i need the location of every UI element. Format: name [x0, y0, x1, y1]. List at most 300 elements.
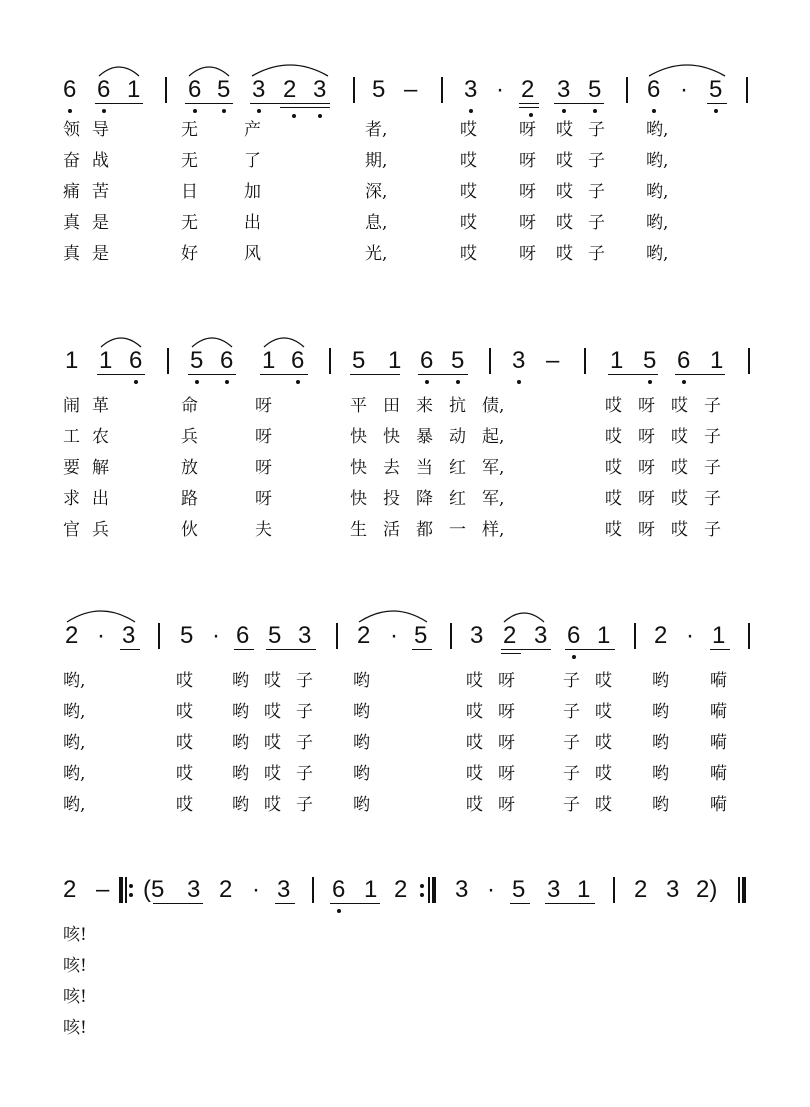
note: 6 — [220, 347, 234, 374]
lyric-char: 子 — [588, 120, 605, 140]
octave-dot — [714, 109, 718, 113]
lyric-char: 哎 — [671, 520, 688, 540]
lyric-char: 子 — [704, 489, 721, 509]
note: 2 — [283, 76, 297, 103]
lyric-row — [0, 182, 810, 204]
score-system-3 — [0, 624, 810, 844]
note: 6 — [647, 76, 661, 103]
lyric-char: 农 — [92, 427, 109, 447]
lyric-char: 命 — [181, 396, 198, 416]
lyric-char: 哟 — [652, 702, 669, 722]
beam-line — [707, 103, 727, 104]
lyric-row — [0, 120, 810, 142]
note: 2 — [219, 876, 233, 903]
octave-dot — [318, 114, 322, 118]
lyric-char: 深, — [365, 182, 388, 202]
octave-dot — [257, 109, 261, 113]
bar-line — [329, 348, 331, 374]
lyric-row — [0, 489, 810, 511]
lyric-char: 哟 — [353, 702, 370, 722]
lyric-char: 投 — [383, 489, 400, 509]
note: 3 — [666, 876, 680, 903]
lyric-char: 子 — [704, 520, 721, 540]
lyric-char: 呀 — [638, 458, 655, 478]
note: · — [680, 76, 688, 103]
notation-line-1 — [0, 78, 810, 118]
lyric-char: 哎 — [176, 795, 193, 815]
beam-line — [501, 653, 521, 654]
lyric-char: 呀 — [638, 427, 655, 447]
lyric-char: 哟 — [232, 671, 249, 691]
bar-line — [584, 348, 586, 374]
lyric-char: 哎 — [460, 120, 477, 140]
lyric-char: 哎 — [460, 151, 477, 171]
lyric-char: 哎 — [671, 396, 688, 416]
note: 2 — [65, 622, 79, 649]
note: 1 — [65, 347, 79, 374]
lyric-char: 嗬 — [710, 764, 727, 784]
lyric-char: 抗 — [449, 396, 466, 416]
beam-line — [185, 103, 233, 104]
bar-line — [336, 623, 338, 649]
lyric-char: 导 — [92, 120, 109, 140]
lyric-char: 无 — [181, 213, 198, 233]
lyric-char: 哎 — [264, 671, 281, 691]
lyric-row — [0, 151, 810, 173]
beam-line — [710, 649, 730, 650]
lyric-char: 哎 — [264, 733, 281, 753]
lyric-char: 子 — [588, 182, 605, 202]
lyric-char: 路 — [181, 489, 198, 509]
note: 5 — [217, 76, 231, 103]
lyric-row — [0, 396, 810, 418]
note: 6 — [567, 622, 581, 649]
lyric-char: 哟, — [63, 671, 86, 691]
beam-line — [153, 903, 203, 904]
lyric-char: 哟 — [353, 764, 370, 784]
note: 2 — [357, 622, 371, 649]
lyric-char: 哎 — [595, 671, 612, 691]
note: · — [252, 876, 260, 903]
lyric-char: 是 — [92, 213, 109, 233]
beam-line — [280, 107, 330, 108]
lyric-char: 哎 — [176, 702, 193, 722]
lyric-char: 嗬 — [710, 795, 727, 815]
beam-line — [412, 649, 432, 650]
lyric-char: 呀 — [498, 795, 515, 815]
lyric-char: 咳! — [63, 956, 87, 976]
lyric-char: 田 — [383, 396, 400, 416]
lyric-char: 呀 — [498, 671, 515, 691]
note: – — [96, 876, 110, 903]
lyric-char: 债, — [482, 396, 505, 416]
lyric-char: 哎 — [176, 733, 193, 753]
beam-line — [675, 374, 725, 375]
lyric-char: 平 — [350, 396, 367, 416]
note: 5 — [512, 876, 526, 903]
lyric-char: 革 — [92, 396, 109, 416]
lyric-char: 哎 — [466, 671, 483, 691]
lyric-char: 官 — [63, 520, 80, 540]
note: 5 — [268, 622, 282, 649]
note: 1 — [610, 347, 624, 374]
lyric-char: 子 — [296, 702, 313, 722]
lyric-char: 哎 — [466, 764, 483, 784]
lyric-char: 子 — [704, 427, 721, 447]
lyric-char: 哟 — [652, 795, 669, 815]
score-system-4 — [0, 878, 810, 1107]
lyric-char: 子 — [563, 702, 580, 722]
lyric-char: 哎 — [460, 244, 477, 264]
lyric-char: 光, — [365, 244, 388, 264]
beam-line — [501, 649, 551, 650]
octave-dot — [517, 380, 521, 384]
note: 2 — [63, 876, 77, 903]
lyric-char: 哎 — [556, 182, 573, 202]
lyric-char: 子 — [296, 795, 313, 815]
lyric-char: 子 — [296, 733, 313, 753]
slur — [188, 331, 236, 351]
lyric-row — [0, 458, 810, 480]
bar-line — [158, 623, 160, 649]
lyric-char: 咳! — [63, 1018, 87, 1038]
note: 6 — [129, 347, 143, 374]
lyric-char: 了 — [244, 151, 261, 171]
lyric-char: 无 — [181, 151, 198, 171]
note: 6 — [420, 347, 434, 374]
lyric-char: 哎 — [605, 427, 622, 447]
lyric-char: 兵 — [92, 520, 109, 540]
bar-line — [613, 877, 615, 903]
notation-line-4 — [0, 878, 810, 918]
note: 5 — [352, 347, 366, 374]
notation-line-3 — [0, 624, 810, 664]
beam-line — [418, 374, 468, 375]
note: 6 — [236, 622, 250, 649]
octave-dot — [562, 109, 566, 113]
lyric-char: 真 — [63, 213, 80, 233]
final-barline — [738, 877, 748, 903]
note: 5 — [190, 347, 204, 374]
lyric-char: 子 — [588, 244, 605, 264]
lyric-row — [0, 1018, 810, 1040]
beam-line — [608, 374, 658, 375]
lyric-char: 生 — [350, 520, 367, 540]
note: 2 — [503, 622, 517, 649]
lyric-char: 哟 — [652, 671, 669, 691]
note: 3 — [547, 876, 561, 903]
note: – — [546, 347, 560, 374]
octave-dot — [682, 380, 686, 384]
lyric-char: 来 — [416, 396, 433, 416]
note: 3 — [534, 622, 548, 649]
lyric-char: 哟 — [353, 733, 370, 753]
lyric-char: 哎 — [595, 733, 612, 753]
lyric-char: 样, — [482, 520, 505, 540]
lyric-char: 动 — [449, 427, 466, 447]
lyric-char: 哎 — [595, 764, 612, 784]
lyric-char: 嗬 — [710, 702, 727, 722]
lyric-char: 哟, — [646, 120, 669, 140]
note: 1 — [597, 622, 611, 649]
slur — [97, 331, 145, 351]
note: 3 — [187, 876, 201, 903]
lyric-char: 哎 — [605, 489, 622, 509]
lyric-char: 哟 — [652, 733, 669, 753]
lyric-char: 呀 — [255, 489, 272, 509]
lyric-char: 呀 — [255, 396, 272, 416]
slur — [63, 604, 139, 626]
lyric-char: 兵 — [181, 427, 198, 447]
lyric-char: 奋 — [63, 151, 80, 171]
lyric-char: 呀 — [519, 182, 536, 202]
note: 5 — [709, 76, 723, 103]
score-system-1 — [0, 78, 810, 298]
note: 3 — [277, 876, 291, 903]
note: 6 — [677, 347, 691, 374]
octave-dot — [652, 109, 656, 113]
beam-line — [97, 374, 145, 375]
lyric-row — [0, 671, 810, 693]
beam-line — [510, 903, 530, 904]
lyric-char: 呀 — [255, 458, 272, 478]
note: 3 — [470, 622, 484, 649]
lyric-char: 哎 — [605, 458, 622, 478]
lyric-char: 呀 — [638, 489, 655, 509]
lyric-char: 当 — [416, 458, 433, 478]
lyric-char: 子 — [296, 671, 313, 691]
lyric-row — [0, 213, 810, 235]
lyric-char: 哟, — [63, 795, 86, 815]
beam-line — [330, 903, 380, 904]
lyric-char: 者, — [365, 120, 388, 140]
octave-dot — [68, 109, 72, 113]
lyric-char: 哎 — [671, 458, 688, 478]
lyrics-block-4 — [0, 925, 810, 1095]
lyric-char: 哎 — [264, 764, 281, 784]
lyric-char: 是 — [92, 244, 109, 264]
lyric-row — [0, 520, 810, 542]
lyric-char: 哎 — [556, 244, 573, 264]
lyric-char: 哟 — [232, 733, 249, 753]
note: 5 — [414, 622, 428, 649]
note: · — [686, 622, 694, 649]
lyric-char: 哟, — [63, 702, 86, 722]
lyric-char: 哟 — [232, 702, 249, 722]
note: 3 — [464, 76, 478, 103]
lyric-char: 哎 — [605, 396, 622, 416]
lyric-char: 红 — [449, 458, 466, 478]
lyric-row — [0, 956, 810, 978]
slur — [260, 331, 308, 351]
lyric-char: 哎 — [466, 733, 483, 753]
lyric-char: 无 — [181, 120, 198, 140]
slur — [645, 58, 729, 80]
note: 6 — [63, 76, 77, 103]
lyric-char: 哟, — [63, 733, 86, 753]
note: (5 — [143, 876, 165, 903]
lyric-char: 子 — [704, 396, 721, 416]
beam-line — [275, 903, 295, 904]
lyric-char: 哎 — [556, 213, 573, 233]
lyric-char: 加 — [244, 182, 261, 202]
lyric-char: 呀 — [498, 702, 515, 722]
note: 2 — [394, 876, 408, 903]
beam-line — [350, 374, 400, 375]
lyric-char: 要 — [63, 458, 80, 478]
bar-line — [165, 77, 167, 103]
lyric-char: 咳! — [63, 987, 87, 1007]
bar-line — [353, 77, 355, 103]
note: 3 — [557, 76, 571, 103]
lyric-char: 产 — [244, 120, 261, 140]
note: 3 — [313, 76, 327, 103]
lyric-row — [0, 427, 810, 449]
lyric-char: 期, — [365, 151, 388, 171]
lyric-char: 出 — [92, 489, 109, 509]
note: 5 — [372, 76, 386, 103]
octave-dot — [134, 380, 138, 384]
lyrics-block-2 — [0, 396, 810, 566]
beam-line — [95, 103, 143, 104]
lyric-char: 哟 — [652, 764, 669, 784]
lyric-char: 子 — [563, 733, 580, 753]
beam-line — [250, 103, 330, 104]
lyric-char: 风 — [244, 244, 261, 264]
lyric-char: 哟, — [646, 213, 669, 233]
lyric-char: 快 — [383, 427, 400, 447]
lyric-char: 哟 — [353, 795, 370, 815]
bar-line — [634, 623, 636, 649]
lyric-char: 哎 — [605, 520, 622, 540]
lyric-char: 哟, — [646, 151, 669, 171]
lyric-char: 快 — [350, 427, 367, 447]
lyric-char: 真 — [63, 244, 80, 264]
lyric-char: 降 — [416, 489, 433, 509]
lyric-char: 放 — [181, 458, 198, 478]
octave-dot — [296, 380, 300, 384]
octave-dot — [292, 114, 296, 118]
note: 2 — [521, 76, 535, 103]
lyric-char: 呀 — [519, 244, 536, 264]
lyric-char: 战 — [92, 151, 109, 171]
bar-line — [746, 77, 748, 103]
note: 5 — [643, 347, 657, 374]
octave-dot — [337, 909, 341, 913]
note: · — [390, 622, 398, 649]
lyric-char: 哎 — [264, 702, 281, 722]
lyric-char: 好 — [181, 244, 198, 264]
lyric-char: 呀 — [638, 396, 655, 416]
lyric-char: 起, — [482, 427, 505, 447]
bar-line — [626, 77, 628, 103]
note: – — [404, 76, 418, 103]
lyrics-block-1 — [0, 120, 810, 290]
note: 5 — [588, 76, 602, 103]
slur — [248, 58, 332, 80]
lyric-char: 呀 — [519, 120, 536, 140]
lyric-char: 伙 — [181, 520, 198, 540]
note: 6 — [97, 76, 111, 103]
note: 1 — [127, 76, 141, 103]
lyric-char: 哟, — [646, 182, 669, 202]
lyric-char: 子 — [563, 764, 580, 784]
lyric-char: 工 — [63, 427, 80, 447]
beam-line — [519, 107, 539, 108]
lyric-char: 子 — [563, 671, 580, 691]
notation-line-2 — [0, 349, 810, 389]
slur — [500, 606, 548, 626]
lyric-char: 快 — [350, 458, 367, 478]
octave-dot — [222, 109, 226, 113]
note: 3 — [298, 622, 312, 649]
bar-line — [450, 623, 452, 649]
bar-line — [312, 877, 314, 903]
note: 3 — [122, 622, 136, 649]
lyric-char: 活 — [383, 520, 400, 540]
bar-line — [748, 623, 750, 649]
lyric-char: 子 — [296, 764, 313, 784]
lyric-char: 哎 — [556, 120, 573, 140]
bar-line — [748, 348, 750, 374]
note: 3 — [512, 347, 526, 374]
lyric-char: 哎 — [176, 764, 193, 784]
lyric-char: 痛 — [63, 182, 80, 202]
lyric-char: 暴 — [416, 427, 433, 447]
note: 3 — [455, 876, 469, 903]
note: · — [97, 622, 105, 649]
lyric-char: 军, — [482, 489, 505, 509]
beam-line — [519, 103, 539, 104]
lyric-char: 息, — [365, 213, 388, 233]
slur — [95, 60, 143, 80]
octave-dot — [195, 380, 199, 384]
lyric-char: 哟, — [646, 244, 669, 264]
bar-line — [489, 348, 491, 374]
lyric-row — [0, 244, 810, 266]
lyric-char: 都 — [416, 520, 433, 540]
lyric-char: 哟 — [232, 795, 249, 815]
octave-dot — [225, 380, 229, 384]
lyric-char: 红 — [449, 489, 466, 509]
lyric-char: 子 — [588, 213, 605, 233]
octave-dot — [648, 380, 652, 384]
lyric-char: 呀 — [255, 427, 272, 447]
lyric-char: 一 — [449, 520, 466, 540]
note: 3 — [252, 76, 266, 103]
lyric-char: 哎 — [595, 795, 612, 815]
lyric-char: 子 — [563, 795, 580, 815]
lyric-row — [0, 764, 810, 786]
note: 2) — [696, 876, 718, 903]
lyric-char: 快 — [350, 489, 367, 509]
lyric-char: 哎 — [460, 213, 477, 233]
lyric-char: 哎 — [556, 151, 573, 171]
lyric-row — [0, 795, 810, 817]
note: 5 — [180, 622, 194, 649]
note: 6 — [332, 876, 346, 903]
note: 1 — [710, 347, 724, 374]
lyric-char: 哎 — [460, 182, 477, 202]
note: 1 — [99, 347, 113, 374]
lyric-char: 解 — [92, 458, 109, 478]
lyric-char: 夫 — [255, 520, 272, 540]
beam-line — [545, 903, 595, 904]
beam-line — [554, 103, 604, 104]
lyric-char: 呀 — [498, 733, 515, 753]
lyric-char: 呀 — [519, 151, 536, 171]
lyrics-block-3 — [0, 671, 810, 841]
